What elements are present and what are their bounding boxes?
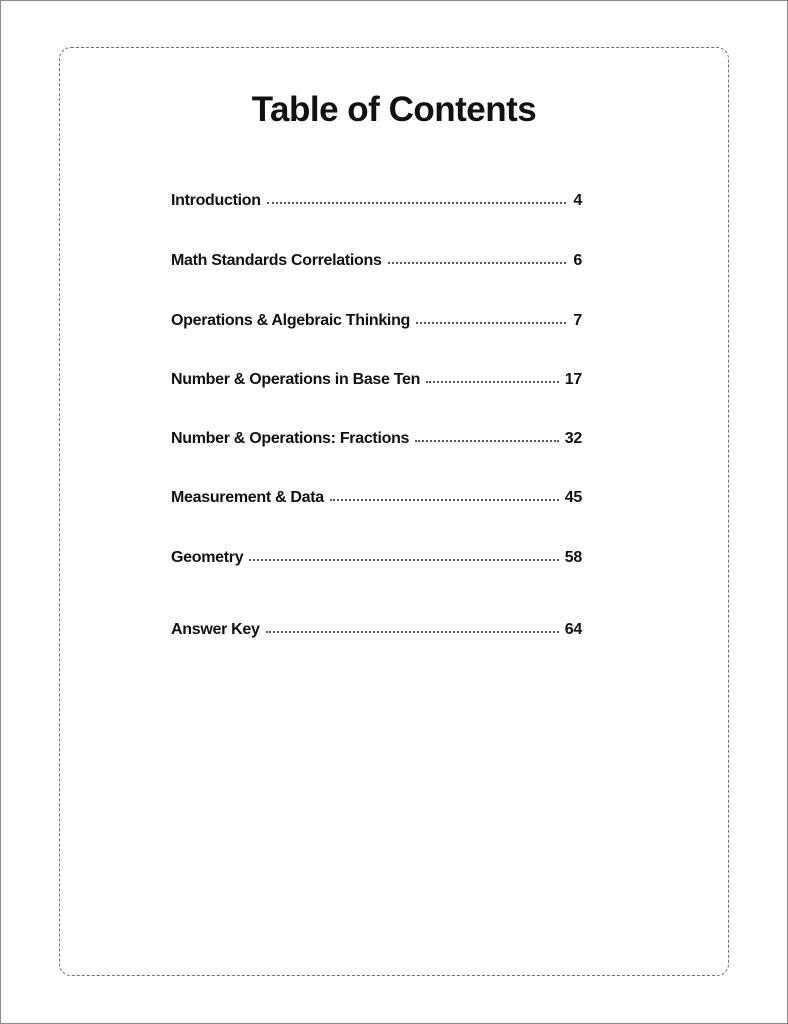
toc-entry-page: 17: [564, 371, 582, 388]
toc-entry-page: 6: [573, 252, 582, 269]
toc-entry-introduction: [171, 190, 582, 212]
toc-entry-page: 32: [564, 430, 582, 447]
dot-leader: [416, 322, 566, 324]
dot-leader: [266, 631, 559, 633]
toc-entry-page: 58: [564, 549, 582, 566]
toc-entry-page: 4: [573, 192, 582, 209]
dot-leader: [330, 499, 559, 501]
toc-entry-label: Introduction: [171, 192, 261, 209]
toc-entry-label: Number & Operations in Base Ten: [171, 371, 421, 388]
toc-entry-page: 64: [564, 621, 582, 638]
toc-entry-answer-key: [171, 619, 582, 641]
toc-entry-number-operations-fractions: [171, 428, 582, 450]
dashed-frame: [59, 47, 729, 976]
toc-entry-measurement-data: [171, 487, 582, 509]
dot-leader: [267, 202, 566, 204]
toc-entry-label: Operations & Algebraic Thinking: [171, 312, 411, 329]
toc-entry-label: Answer Key: [171, 621, 260, 638]
toc-entry-label: Number & Operations: Fractions: [171, 430, 410, 447]
toc-entry-page: 45: [564, 489, 582, 506]
toc-entry-page: 7: [573, 312, 582, 329]
toc-entry-label: Geometry: [171, 549, 244, 566]
dot-leader: [249, 559, 559, 561]
toc-entry-number-operations-base-ten: [171, 369, 582, 391]
toc-entry-operations-algebraic-thinking: [171, 310, 582, 332]
dot-leader: [426, 381, 559, 383]
toc-entry-math-standards-correlations: [171, 250, 582, 272]
toc-entry-label: Measurement & Data: [171, 489, 324, 506]
toc-entry-label: Math Standards Correlations: [171, 252, 382, 269]
page-title: Table of Contents: [251, 90, 537, 129]
toc-entry-geometry: [171, 547, 582, 569]
dot-leader: [415, 440, 559, 442]
dot-leader: [388, 262, 566, 264]
